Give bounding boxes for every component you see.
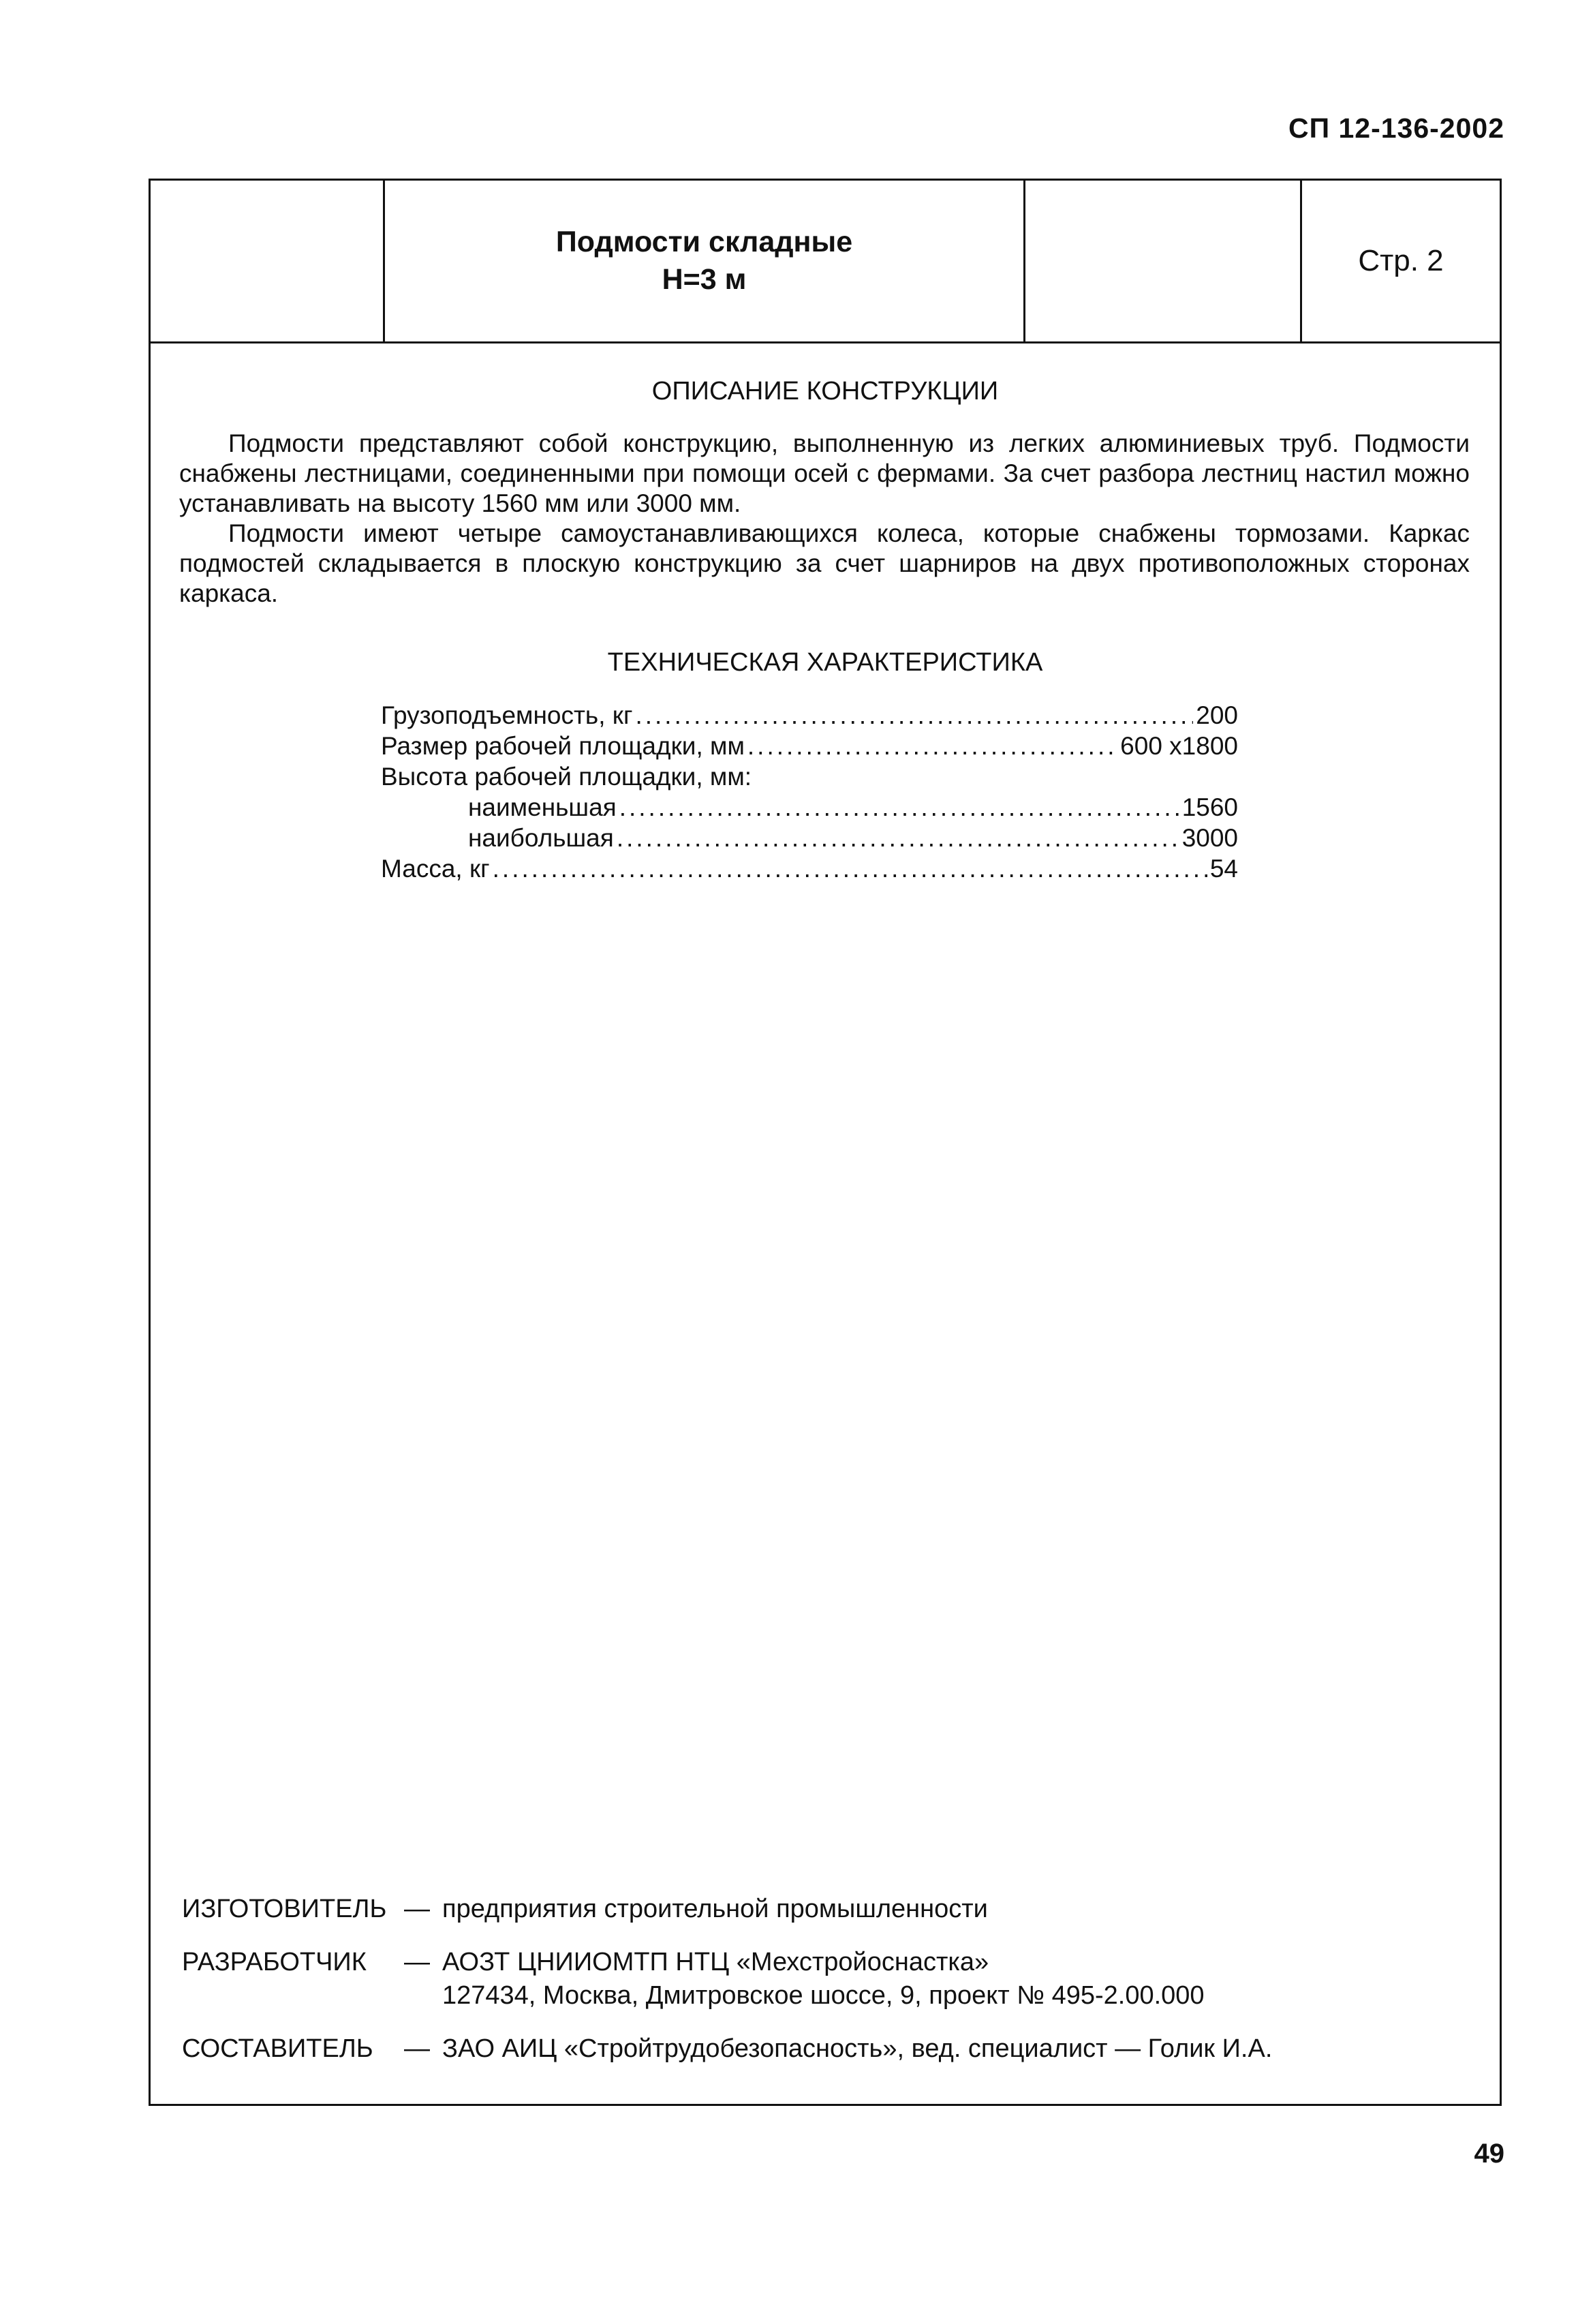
description-text (179, 429, 1470, 609)
description-paragraph: Подмости имеют четыре самоустанавливающихся колеса, которые снабжены тормозами. Каркас подмостей складывается в плоскую конструкцию за счет шарниров на двух противоположных сторонах каркаса. (179, 519, 1470, 607)
spec-value: 600 x1800 (1120, 732, 1238, 760)
spec-value: 200 (1196, 701, 1238, 729)
spec-row (381, 853, 1238, 884)
leader-dots (617, 823, 1179, 853)
spec-label: Размер рабочей площадки, мм (381, 732, 745, 760)
manufacturer-value: предприятия строительной промышленности (442, 1895, 988, 1923)
title-block (151, 181, 1500, 343)
leader-dots (635, 700, 1193, 731)
developer-value (442, 1946, 1205, 2013)
dash: — (404, 1895, 430, 1923)
spec-row (381, 761, 1238, 792)
title-line-1: Подмости складные (555, 226, 853, 258)
spec-label: Грузоподъемность, кг (381, 701, 633, 729)
compiler-row (182, 2032, 1272, 2066)
developer-label: РАЗРАБОТЧИК (182, 1948, 367, 1976)
title-block-empty-cell-left (151, 181, 385, 341)
description-paragraph: Подмости представляют собой конструкцию, выполненную из легких алюминиевых труб. Подмости снабжены лестницами, соединенными при помощи осей с фермами. За счет разбора лестниц настил можно устанавливать на высоту 1560 мм или 3000 мм. (179, 429, 1470, 517)
manufacturer-label: ИЗГОТОВИТЕЛЬ (182, 1895, 387, 1923)
dash: — (404, 2034, 430, 2063)
spec-value: 3000 (1181, 824, 1238, 852)
compiler-value: ЗАО АИЦ «Стройтрудобезопасность», вед. специалист — Голик И.А. (442, 2034, 1273, 2063)
spec-value: 1560 (1181, 793, 1238, 821)
page-number: 49 (1474, 2139, 1504, 2169)
specs-list (381, 700, 1238, 884)
manufacturer-row (182, 1893, 1272, 1926)
document-code: СП 12-136-2002 (1288, 112, 1504, 144)
developer-address: 127434, Москва, Дмитровское шоссе, 9, проект № 495-2.00.000 (442, 1981, 1205, 2010)
spec-row (381, 792, 1238, 823)
spec-value: 54 (1209, 855, 1238, 883)
developer-name: АОЗТ ЦНИИОМТП НТЦ «Мехстройоснастка» (442, 1948, 989, 1976)
document-title (385, 181, 1025, 341)
leader-dots (747, 731, 1117, 761)
specs-heading: ТЕХНИЧЕСКАЯ ХАРАКТЕРИСТИКА (607, 648, 1043, 677)
spec-row (381, 823, 1238, 853)
spec-label: наибольшая (468, 824, 614, 852)
spec-label: Масса, кг (381, 855, 490, 883)
leader-dots (619, 792, 1179, 823)
leader-dots (493, 853, 1207, 884)
spec-label: наименьшая (468, 793, 617, 821)
credits-block (182, 1893, 1272, 2085)
compiler-label: СОСТАВИТЕЛЬ (182, 2034, 373, 2063)
developer-row (182, 1946, 1272, 2013)
page-frame (149, 179, 1502, 2106)
dash: — (404, 1948, 430, 1976)
spec-row (381, 731, 1238, 761)
description-heading: ОПИСАНИЕ КОНСТРУКЦИИ (651, 377, 999, 406)
title-line-2: Н=3 м (662, 263, 747, 296)
page-label: Стр. 2 (1358, 244, 1444, 277)
title-block-empty-cell-right (1025, 181, 1302, 341)
spec-label: Высота рабочей площадки, мм: (381, 763, 752, 791)
spec-row (381, 700, 1238, 731)
